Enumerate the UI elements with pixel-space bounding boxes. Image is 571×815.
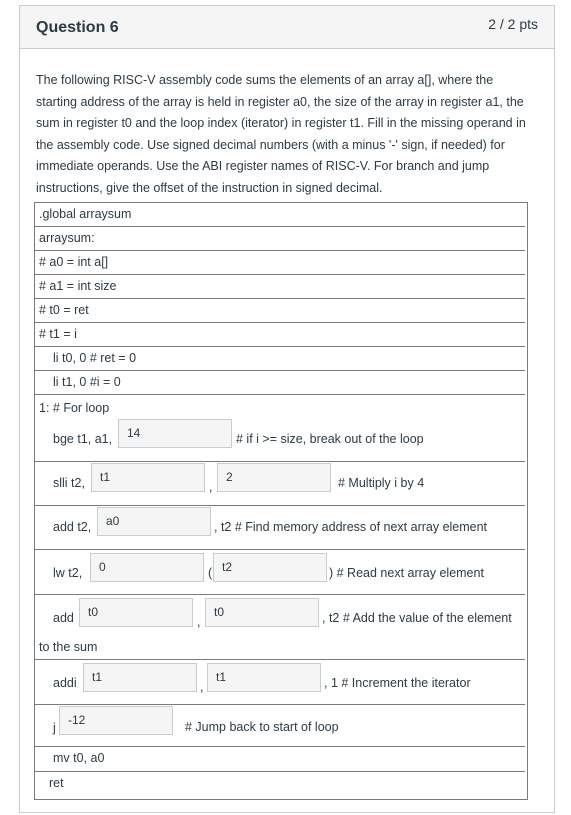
code-text: # t0 = ret xyxy=(39,303,89,317)
code-text: bge t1, a1, xyxy=(53,432,113,446)
question-header xyxy=(20,6,554,49)
code-line-bge xyxy=(35,395,525,462)
code-text: , xyxy=(200,680,204,694)
code-line xyxy=(35,203,525,227)
code-text: # Multiply i by 4 xyxy=(338,476,425,490)
code-text: 1: # For loop xyxy=(39,401,110,415)
addi-source-field[interactable]: t1 xyxy=(207,663,321,692)
jump-offset-field[interactable]: -12 xyxy=(59,706,173,735)
code-text: mv t0, a0 xyxy=(53,751,105,765)
code-text: , xyxy=(197,615,201,629)
code-text: , 1 # Increment the iterator xyxy=(324,676,471,690)
code-line-addi xyxy=(35,660,525,705)
slli-source-field[interactable]: t1 xyxy=(91,463,205,492)
code-line-j xyxy=(35,705,525,747)
question-points: 2 / 2 pts xyxy=(488,16,538,32)
question-text: The following RISC-V assembly code sums the elements of an array a[], where the starting address of the array is held in register a0, the size of the array in register a1, the sum in register t0 and the loop index (iterator) in register t1. Fill in the missing operand in the assembly code. Use signed decimal numbers (with a minus '-' sign, if needed) for immediate operands. Use the ABI register names of RISC-V. For branch and jump instructions, give the offset of the instruction in signed decimal. xyxy=(36,73,526,195)
code-text: # if i >= size, break out of the loop xyxy=(236,432,424,446)
code-text: # a1 = int size xyxy=(39,279,117,293)
code-text: , xyxy=(209,480,213,494)
code-text: ) # Read next array element xyxy=(329,566,484,580)
code-line xyxy=(35,772,525,797)
code-line xyxy=(35,227,525,251)
code-text: lw t2, xyxy=(53,566,83,580)
code-text: li t1, 0 #i = 0 xyxy=(53,375,121,389)
code-text: , t2 # Add the value of the element xyxy=(322,611,512,625)
code-line-slli xyxy=(35,462,525,506)
code-line xyxy=(35,275,525,299)
code-text: add t2, xyxy=(53,520,92,534)
code-line xyxy=(35,347,525,371)
code-line xyxy=(35,747,525,772)
code-text: j xyxy=(53,721,56,735)
code-text: arraysum: xyxy=(39,231,95,245)
code-text: add xyxy=(53,611,74,625)
add-operand-field[interactable]: t0 xyxy=(205,598,319,627)
code-text: .global arraysum xyxy=(39,207,132,221)
code-line-lw xyxy=(35,550,525,595)
code-table xyxy=(34,202,528,800)
code-text: ( xyxy=(208,566,213,580)
add-dest-field[interactable]: t0 xyxy=(79,598,193,627)
code-text: , t2 # Find memory address of next array element xyxy=(214,520,488,534)
code-line xyxy=(35,323,525,347)
code-text: # t1 = i xyxy=(39,327,77,341)
bge-offset-field[interactable]: 14 xyxy=(118,419,232,448)
code-line xyxy=(35,371,525,395)
code-text: addi xyxy=(53,676,77,690)
code-line xyxy=(35,299,525,323)
code-text: to the sum xyxy=(39,640,98,654)
code-line xyxy=(35,251,525,275)
code-line-add xyxy=(35,506,525,550)
code-line-add-sum xyxy=(35,595,525,660)
slli-shift-field[interactable]: 2 xyxy=(217,463,331,492)
lw-offset-field[interactable]: 0 xyxy=(90,553,204,582)
code-text: ret xyxy=(49,776,64,790)
code-text: li t0, 0 # ret = 0 xyxy=(53,351,137,365)
lw-base-field[interactable]: t2 xyxy=(213,553,327,582)
code-text: # Jump back to start of loop xyxy=(185,720,339,734)
code-text: slli t2, xyxy=(53,476,85,490)
add-source-field[interactable]: a0 xyxy=(97,507,211,536)
code-text: # a0 = int a[] xyxy=(39,255,109,269)
question-title: Question 6 xyxy=(36,19,119,36)
addi-dest-field[interactable]: t1 xyxy=(83,663,197,692)
